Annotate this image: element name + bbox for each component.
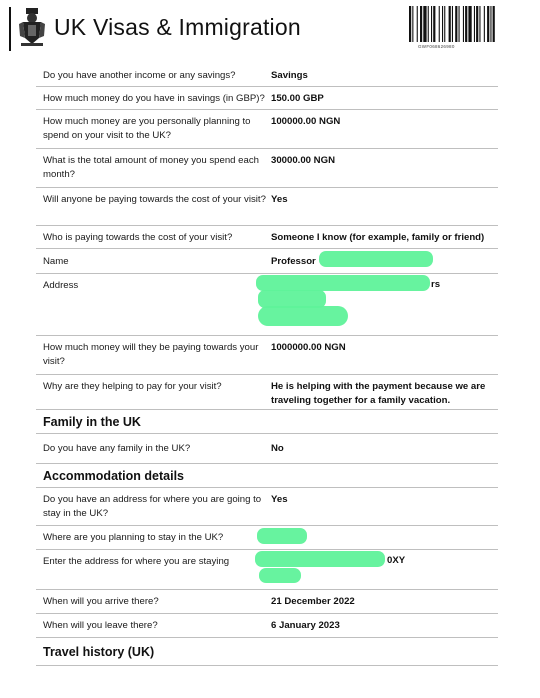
- application-answers: [36, 64, 498, 666]
- question-label: Enter the address for where you are staying: [43, 556, 230, 567]
- answer-value: 30000.00 NGN: [271, 155, 335, 166]
- question-label: How much money will they be paying towards your visit?: [43, 342, 259, 367]
- barcode-number: GWF068626980: [418, 44, 455, 49]
- table-row: [36, 614, 498, 638]
- royal-crest-icon: [17, 6, 47, 48]
- table-row: [36, 550, 498, 590]
- question-label: Where are you planning to stay in the UK?: [43, 532, 224, 543]
- section-heading: [36, 410, 498, 434]
- question-label: Will anyone be paying towards the cost of your visit?: [43, 194, 266, 205]
- section-title-accommodation: Accommodation details: [43, 469, 184, 483]
- question-label: Why are they helping to pay for your visit?: [43, 381, 222, 392]
- table-row: [36, 188, 498, 226]
- question-label: Do you have another income or any savings?: [43, 70, 236, 81]
- table-row: [36, 488, 498, 526]
- section-heading: [36, 638, 498, 666]
- answer-value: Professor: [271, 256, 316, 267]
- table-row: [36, 149, 498, 188]
- answer-value: 100000.00 NGN: [271, 116, 341, 127]
- question-label: Address: [43, 280, 79, 291]
- redaction-mark: [257, 528, 307, 544]
- table-row: [36, 336, 498, 375]
- table-row: [36, 434, 498, 464]
- answer-value: 0XY: [387, 555, 406, 566]
- answer-value: 1000000.00 NGN: [271, 342, 346, 353]
- answer-value: Yes: [271, 494, 288, 505]
- header-divider: [9, 7, 11, 51]
- question-label: When will you leave there?: [43, 620, 158, 631]
- answer-value: Savings: [271, 70, 308, 81]
- redaction-mark: [256, 275, 430, 291]
- table-row: [36, 226, 498, 249]
- section-title-family: Family in the UK: [43, 415, 141, 429]
- question-label: Do you have any family in the UK?: [43, 443, 191, 454]
- table-row: [36, 375, 498, 410]
- table-row: [36, 526, 498, 550]
- table-row: [36, 64, 498, 87]
- table-row: [36, 110, 498, 149]
- question-label: Name: [43, 256, 69, 267]
- document-header: [0, 0, 540, 60]
- question-label: What is the total amount of money you spend each month?: [43, 155, 259, 180]
- answer-value: rs: [431, 279, 441, 290]
- redaction-mark: [255, 551, 385, 567]
- redaction-mark: [258, 306, 348, 326]
- question-label: Do you have an address for where you are going to stay in the UK?: [43, 494, 262, 519]
- agency-title: UK Visas & Immigration: [54, 14, 301, 40]
- question-label: How much money do you have in savings (in GBP)?: [43, 93, 265, 104]
- redaction-mark: [259, 568, 301, 583]
- answer-value: Someone I know (for example, family or friend): [271, 232, 485, 243]
- question-label: Who is paying towards the cost of your visit?: [43, 232, 233, 243]
- answer-value: No: [271, 443, 284, 454]
- table-row: [36, 274, 498, 336]
- barcode-image: [409, 6, 533, 42]
- question-label: How much money are you personally planning to spend on your visit to the UK?: [43, 116, 251, 141]
- answer-value: Yes: [271, 194, 288, 205]
- section-heading: [36, 464, 498, 488]
- table-row: [36, 590, 498, 614]
- table-row: [36, 249, 498, 274]
- table-row: [36, 87, 498, 110]
- answer-value: 21 December 2022: [271, 596, 355, 607]
- redaction-mark: [319, 251, 433, 267]
- answer-value: 150.00 GBP: [271, 93, 324, 104]
- section-title-travel-history: Travel history (UK): [43, 645, 155, 659]
- question-label: When will you arrive there?: [43, 596, 159, 607]
- answer-value: 6 January 2023: [271, 620, 340, 631]
- answer-value: He is helping with the payment because we are traveling together for a family vacation.: [271, 381, 486, 406]
